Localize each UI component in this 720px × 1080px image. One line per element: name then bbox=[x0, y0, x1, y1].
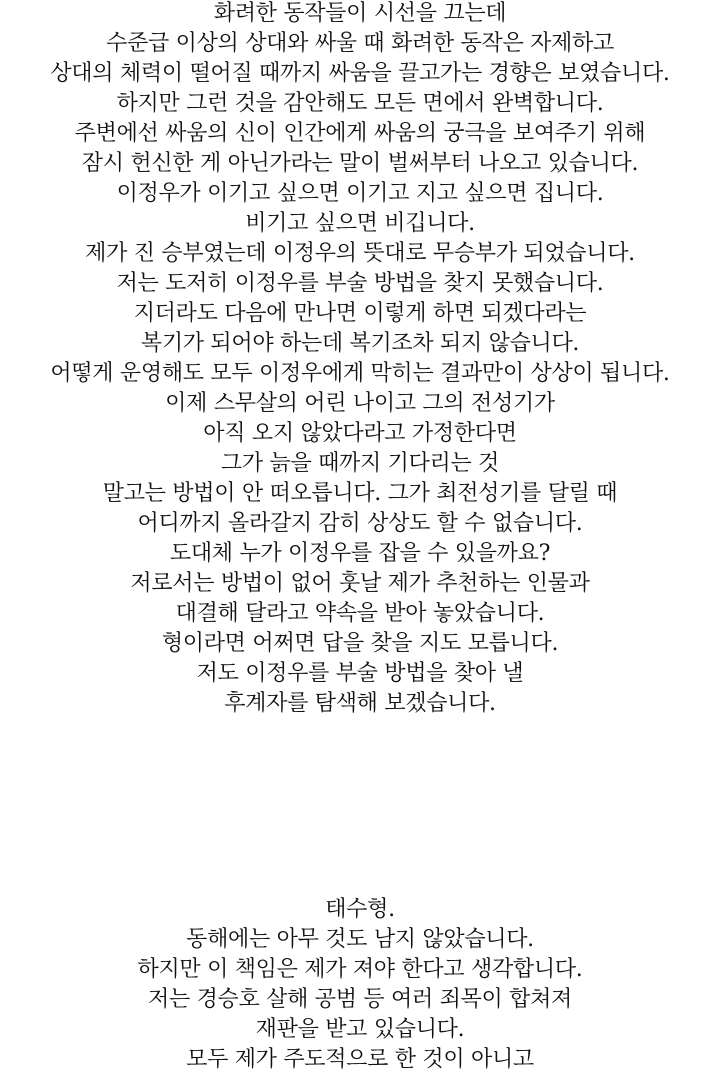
text-line: 후계자를 탐색해 보겠습니다. bbox=[224, 691, 496, 716]
text-line: 어디까지 올라갈지 감히 상상도 할 수 없습니다. bbox=[137, 511, 583, 536]
text-line: 주변에선 싸움의 신이 인간에게 싸움의 궁극을 보여주기 위해 bbox=[74, 121, 646, 146]
text-line: 어떻게 운영해도 모두 이정우에게 막히는 결과만이 상상이 됩니다. bbox=[50, 361, 670, 386]
text-line: 모두 제가 주도적으로 한 것이 아니고 bbox=[186, 1047, 534, 1072]
text-line: 복기가 되어야 하는데 복기조차 되지 않습니다. bbox=[140, 331, 580, 356]
text-line: 저로서는 방법이 없어 훗날 제가 추천하는 인물과 bbox=[130, 571, 590, 596]
text-line: 제가 진 승부였는데 이정우의 뜻대로 무승부가 되었습니다. bbox=[85, 241, 635, 266]
text-line: 재판을 받고 있습니다. bbox=[255, 1017, 465, 1042]
text-line: 이정우가 이기고 싶으면 이기고 지고 싶으면 집니다. bbox=[116, 181, 604, 206]
paragraph-block-letter-part-2 bbox=[0, 895, 720, 1075]
text-line: 화려한 동작들이 시선을 끄는데 bbox=[213, 1, 507, 26]
text-line: 수준급 이상의 상대와 싸울 때 화려한 동작은 자제하고 bbox=[106, 31, 614, 56]
text-line: 그가 늙을 때까지 기다리는 것 bbox=[220, 451, 500, 476]
text-line: 잠시 헌신한 게 아닌가라는 말이 벌써부터 나오고 있습니다. bbox=[81, 151, 639, 176]
text-line: 비기고 싶으면 비깁니다. bbox=[245, 211, 475, 236]
text-line: 하지만 그런 것을 감안해도 모든 면에서 완벽합니다. bbox=[116, 91, 604, 116]
text-line: 저도 이정우를 부술 방법을 찾아 낼 bbox=[196, 661, 524, 686]
text-line: 하지만 이 책임은 제가 져야 한다고 생각합니다. bbox=[137, 957, 583, 982]
text-line: 저는 도저히 이정우를 부술 방법을 찾지 못했습니다. bbox=[116, 271, 604, 296]
text-line: 지더라도 다음에 만나면 이렇게 하면 되겠다라는 bbox=[133, 301, 587, 326]
text-line: 이제 스무살의 어린 나이고 그의 전성기가 bbox=[165, 391, 555, 416]
text-line: 저는 경승호 살해 공범 등 여러 죄목이 합쳐져 bbox=[148, 987, 572, 1012]
text-line: 동해에는 아무 것도 남지 않았습니다. bbox=[186, 927, 534, 952]
text-line: 형이라면 어쩌면 답을 찾을 지도 모릅니다. bbox=[161, 631, 559, 656]
text-line: 대결해 달라고 약속을 받아 놓았습니다. bbox=[175, 601, 545, 626]
text-line: 도대체 누가 이정우를 잡을 수 있을까요? bbox=[169, 541, 551, 566]
text-line: 태수형. bbox=[325, 897, 395, 922]
text-line: 말고는 방법이 안 떠오릅니다. 그가 최전성기를 달릴 때 bbox=[102, 481, 618, 506]
text-line: 아직 오지 않았다라고 가정한다면 bbox=[203, 421, 517, 446]
text-line: 상대의 체력이 떨어질 때까지 싸움을 끌고가는 경향은 보였습니다. bbox=[50, 61, 670, 86]
